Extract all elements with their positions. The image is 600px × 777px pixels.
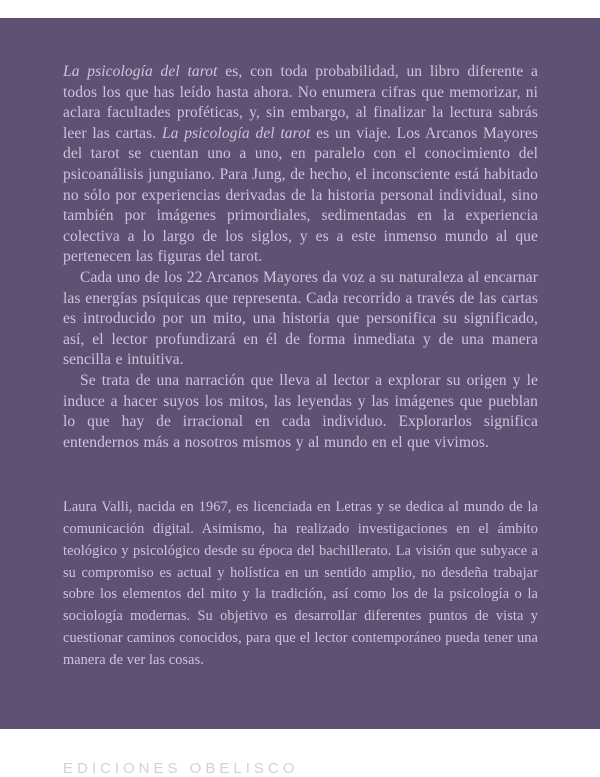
book-back-cover xyxy=(0,18,600,777)
publisher-name: EDICIONES OBELISCO xyxy=(63,759,299,777)
book-title-italic: La psicología del tarot xyxy=(63,63,218,80)
book-description xyxy=(63,62,538,453)
cover-content xyxy=(0,18,600,777)
author-bio: Laura Valli, nacida en 1967, es licenciada en Letras y se dedica al mundo de la comunicación digital. Asimismo, ha realizado investigaciones en el ámbito teológico y psicológico desde su época del bachillerato. La visión que subyace a su compromiso es actual y holística en un sentido amplio, no desdeña trabajar sobre los elementos del mito y la tradición, así como los de la psicología o la sociología modernas. Su objetivo es desarrollar diferentes puntos de vista y cuestionar caminos conocidos, para que el lector contemporáneo pueda tener una manera de ver las cosas. xyxy=(63,499,538,668)
description-text: es, con toda probabilidad, un libro diferente a todos los que has leído hasta ahora. No enumera cifras que memorizar, ni aclara facultades proféticas, y, sin embargo, al finalizar la lectura sabrás leer las cartas. xyxy=(63,63,538,142)
description-paragraph-1 xyxy=(63,62,538,268)
book-title-italic: La psicología del tarot xyxy=(161,124,311,142)
description-paragraph-2: Cada uno de los 22 Arcanos Mayores da voz a su naturaleza al encarnar las energías psíquicas que representa. Cada recorrido a través de las cartas es introducido por un mito, una historia que personifica su significado, así, el lector profundizará en él de forma inmediata y de una manera sencilla e intuitiva. xyxy=(63,268,538,369)
description-text: es un viaje. Los Arcanos Mayores del tarot se cuentan uno a uno, en paralelo con el conocimiento del psicoanálisis junguiano. Para Jung, de hecho, el inconsciente está habitado no sólo por experiencias derivadas de la historia personal individual, sino también por imágenes primordiales, sedimentadas en la experiencia colectiva a lo largo de los siglos, y es a este inmenso mundo al que pertenecen las figuras del tarot. xyxy=(63,124,538,266)
description-paragraph-3: Se trata de una narración que lleva al lector a explorar su origen y le induce a hacer suyos los mitos, las leyendas y las imágenes que pueblan lo que hay de irracional en cada individuo. Explorarlos significa entendernos más a nosotros mismos y al mundo en el que vivimos. xyxy=(63,371,538,451)
